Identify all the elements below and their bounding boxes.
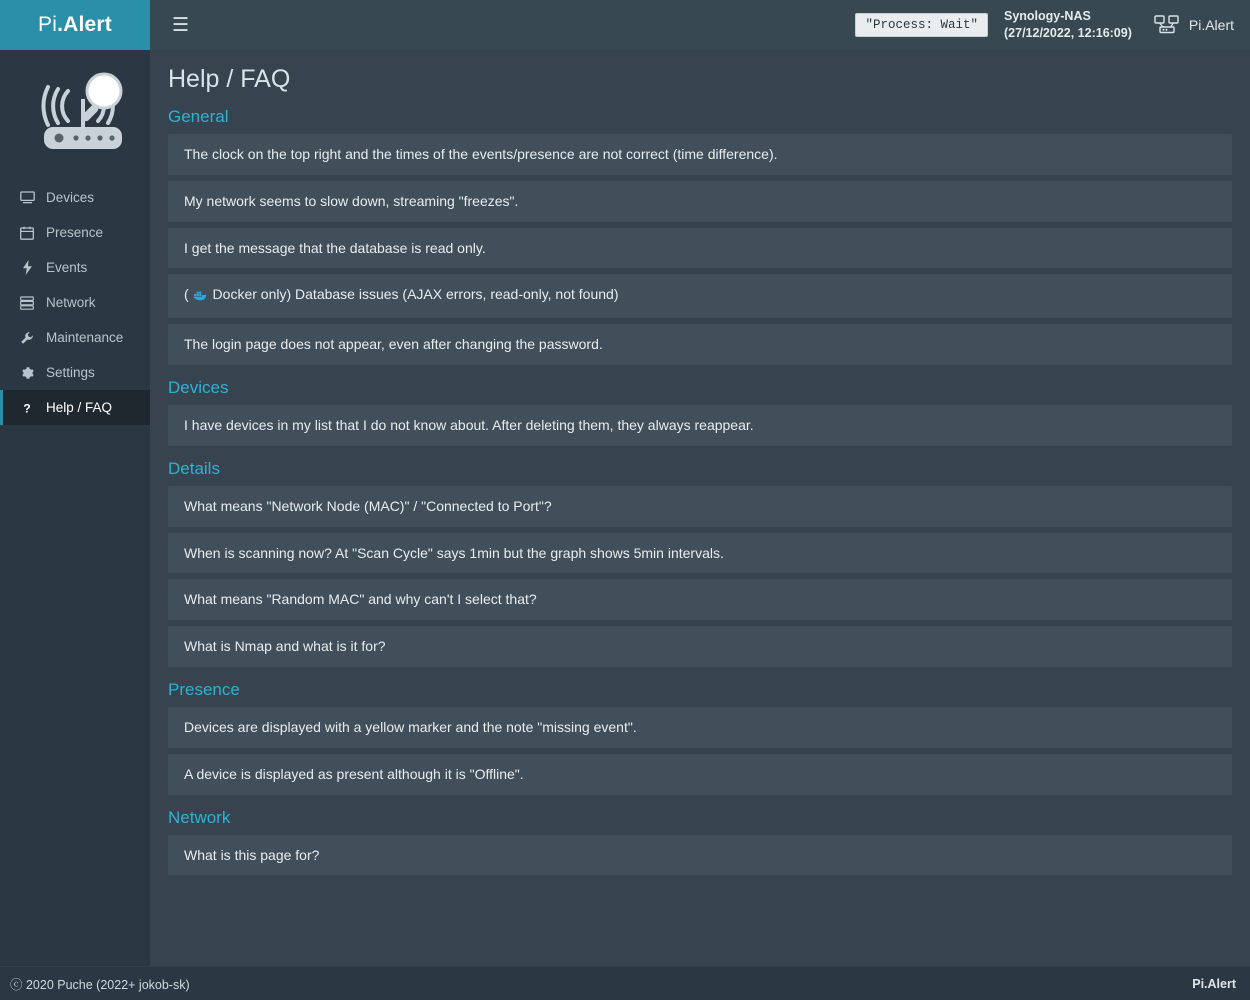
sidebar-logo: [0, 50, 150, 180]
network-devices-icon: [1154, 14, 1180, 37]
section-heading-details: Details: [168, 458, 220, 478]
top-bar: [0, 0, 1250, 50]
faq-item[interactable]: What means "Random MAC" and why can't I select that?: [168, 579, 1232, 620]
section-heading-general: General: [168, 107, 229, 126]
pialert-radar-logo-icon: [16, 65, 134, 166]
user-label: Pi.Alert: [1188, 17, 1234, 33]
sidebar: [0, 50, 150, 966]
status-badge: "Process: Wait": [855, 13, 988, 37]
sidebar-item-devices[interactable]: [0, 180, 150, 215]
wrench-icon: [19, 331, 35, 345]
sidebar-item-maintenance[interactable]: [0, 320, 150, 355]
footer-brand: Pi.Alert: [1192, 976, 1236, 991]
faq-item[interactable]: The login page does not appear, even after changing the password.: [168, 324, 1232, 365]
faq-item[interactable]: What is Nmap and what is it for?: [168, 626, 1232, 667]
server-icon: [19, 296, 35, 310]
host-info: [1004, 8, 1132, 42]
sidebar-item-settings[interactable]: [0, 355, 150, 390]
faq-item[interactable]: I have devices in my list that I do not know about. After deleting them, they always reappear.: [168, 405, 1232, 446]
sidebar-item-help-faq[interactable]: [0, 390, 150, 425]
sidebar-item-label: Maintenance: [46, 330, 124, 345]
sidebar-item-network[interactable]: [0, 285, 150, 320]
gear-icon: [19, 366, 35, 380]
calendar-icon: [19, 226, 35, 240]
sidebar-item-label: Events: [46, 260, 88, 275]
sidebar-menu: [0, 180, 150, 425]
brand-bold-text: .Alert: [57, 13, 112, 36]
sidebar-item-label: Help / FAQ: [46, 400, 113, 415]
sidebar-item-label: Devices: [46, 190, 95, 205]
sidebar-item-label: Network: [46, 295, 96, 310]
bolt-icon: [19, 260, 35, 275]
faq-item[interactable]: What is this page for?: [168, 835, 1232, 876]
faq-item-docker[interactable]: [168, 274, 1232, 318]
sidebar-item-events[interactable]: [0, 250, 150, 285]
timestamp-label: (27/12/2022, 12:16:09): [1004, 26, 1132, 40]
faq-item[interactable]: Devices are displayed with a yellow marker and the note "missing event".: [168, 707, 1232, 748]
footer-copyright: ⓒ 2020 Puche (2022+ jokob-sk): [10, 977, 190, 992]
monitor-icon: [19, 191, 35, 204]
hostname-label: Synology-NAS: [1004, 9, 1091, 24]
faq-item[interactable]: My network seems to slow down, streaming "freezes".: [168, 181, 1232, 222]
faq-item[interactable]: I get the message that the database is read only.: [168, 228, 1232, 269]
faq-item[interactable]: When is scanning now? At "Scan Cycle" says 1min but the graph shows 5min intervals.: [168, 533, 1232, 574]
brand-logo[interactable]: [0, 0, 150, 50]
faq-suffix: Docker only) Database issues (AJAX errors, read-only, not found): [208, 286, 619, 303]
footer: [0, 966, 1250, 1000]
question-icon: [19, 401, 35, 415]
faq-item[interactable]: The clock on the top right and the times of the events/presence are not correct (time difference).: [168, 134, 1232, 175]
top-bar-right: [150, 0, 1250, 50]
hamburger-icon[interactable]: ☰: [172, 14, 190, 36]
sidebar-item-label: Settings: [46, 365, 95, 380]
faq-item[interactable]: A device is displayed as present although it is "Offline".: [168, 754, 1232, 795]
faq-prefix: (: [184, 286, 189, 303]
brand-light-text: Pi: [38, 13, 58, 36]
main-content: [150, 50, 1250, 966]
sidebar-item-label: Presence: [46, 225, 104, 240]
user-menu[interactable]: [1154, 14, 1238, 37]
section-heading-presence: Presence: [168, 679, 240, 699]
faq-item[interactable]: What means "Network Node (MAC)" / "Connected to Port"?: [168, 486, 1232, 527]
section-heading-devices: Devices: [168, 377, 229, 397]
docker-icon: [191, 289, 207, 306]
body-wrap: [0, 50, 1250, 966]
svg-text:?: ?: [23, 401, 31, 415]
page-title: Help / FAQ: [168, 65, 291, 93]
sidebar-item-presence[interactable]: [0, 215, 150, 250]
section-heading-network: Network: [168, 807, 231, 827]
